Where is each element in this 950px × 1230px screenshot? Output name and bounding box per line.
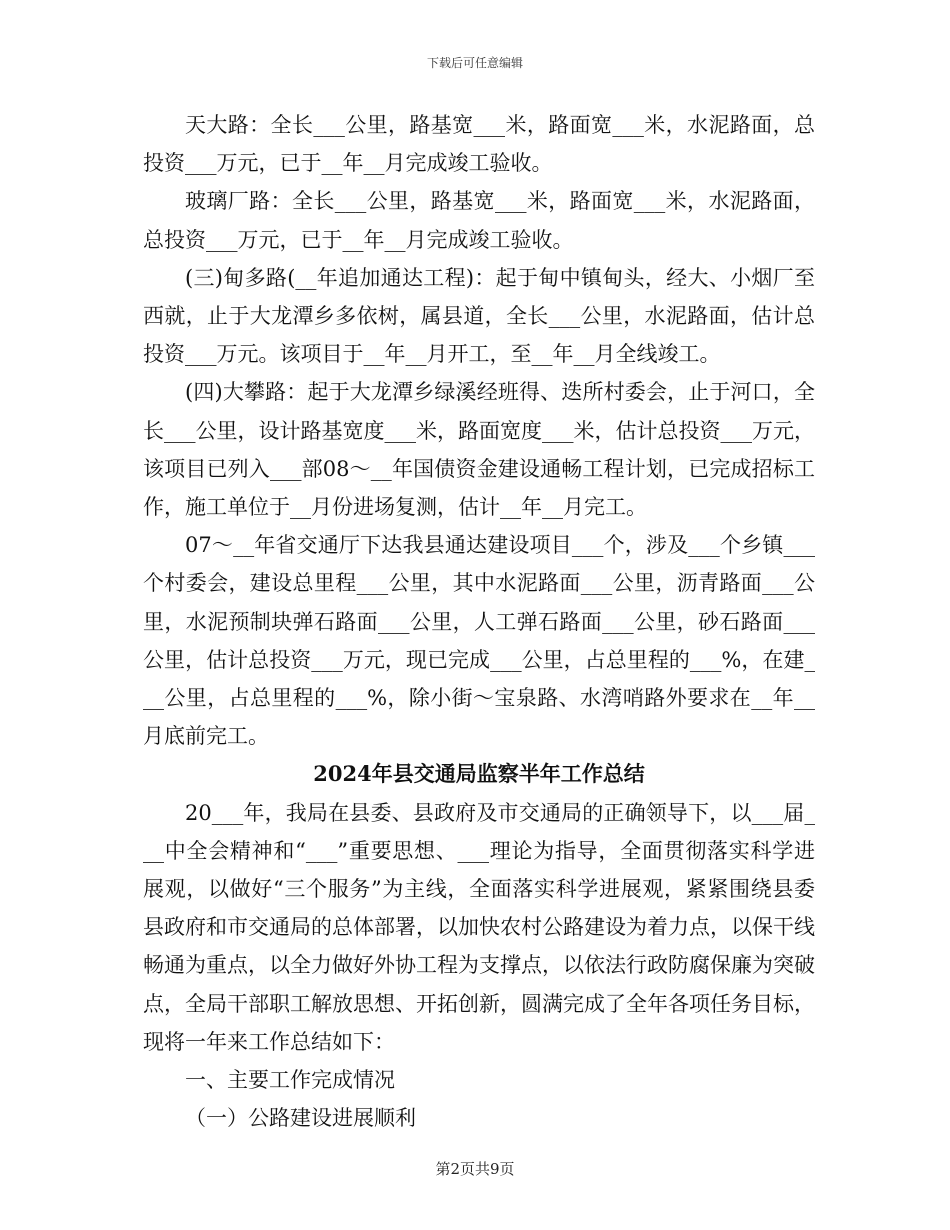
section-heading-main-work: 一、主要工作完成情况	[185, 1068, 395, 1093]
paragraph-dianduo-road: (三)甸多路(__年追加通达工程)：起于甸中镇甸头，经大、小烟厂至西就，止于大龙潭乡多依树，属县道，全长___公里，水泥路面，估计总投资___万元。该项目于__年__月开工，至__年__月全线竣工。	[143, 265, 815, 367]
paragraph-glass-factory-road: 玻璃厂路：全长___公里，路基宽___米，路面宽___米，水泥路面，总投资___万元，已于__年__月完成竣工验收。	[143, 189, 815, 252]
paragraph-dapan-road: (四)大攀路：起于大龙潭乡绿溪经班得、迭所村委会，止于河口，全长___公里，设计路基宽度___米，路面宽度___米，估计总投资___万元，该项目已列入___部08～__年国债资金建设通畅工程计划，已完成招标工作，施工单位于__月份进场复测，估计__年__月完工。	[143, 380, 815, 520]
paragraph-summary-intro: 20___年，我局在县委、县政府及市交通局的正确领导下，以___届___中全会精神和“___”重要思想、___理论为指导，全面贯彻落实科学进展观，以做好“三个服务”为主线，全面落实科学进展观，紧紧围绕县委县政府和市交通局的总体部署，以加快农村公路建设为着力点，以保干线畅通为重点，以全力做好外协工程为支撑点，以依法行政防腐保廉为突破点，全局干部职工解放思想、开拓创新，圆满完成了全年各项任务目标，现将一年来工作总结如下：	[143, 800, 815, 1054]
document-title: 2024年县交通局监察半年工作总结	[313, 761, 645, 787]
document-body	[143, 106, 815, 1137]
section-heading-road-construction: （一）公路建设进展顺利	[185, 1106, 416, 1131]
paragraph-access-projects: 07～__年省交通厅下达我县通达建设项目___个，涉及___个乡镇___个村委会，建设总里程___公里，其中水泥路面___公里，沥青路面___公里，水泥预制块弹石路面___公里，人工弹石路面___公里，砂石路面___公里，估计总投资___万元，现已完成___公里，占总里程的___%，在建___公里，占总里程的___%，除小街～宝泉路、水湾哨路外要求在__年__月底前完工。	[143, 533, 815, 749]
header-note: 下载后可任意编辑	[426, 56, 523, 70]
paragraph-tianda-road: 天大路：全长___公里，路基宽___米，路面宽___米，水泥路面，总投资___万元，已于__年__月完成竣工验收。	[143, 113, 815, 176]
page-footer: 第2页共9页	[435, 1160, 515, 1178]
